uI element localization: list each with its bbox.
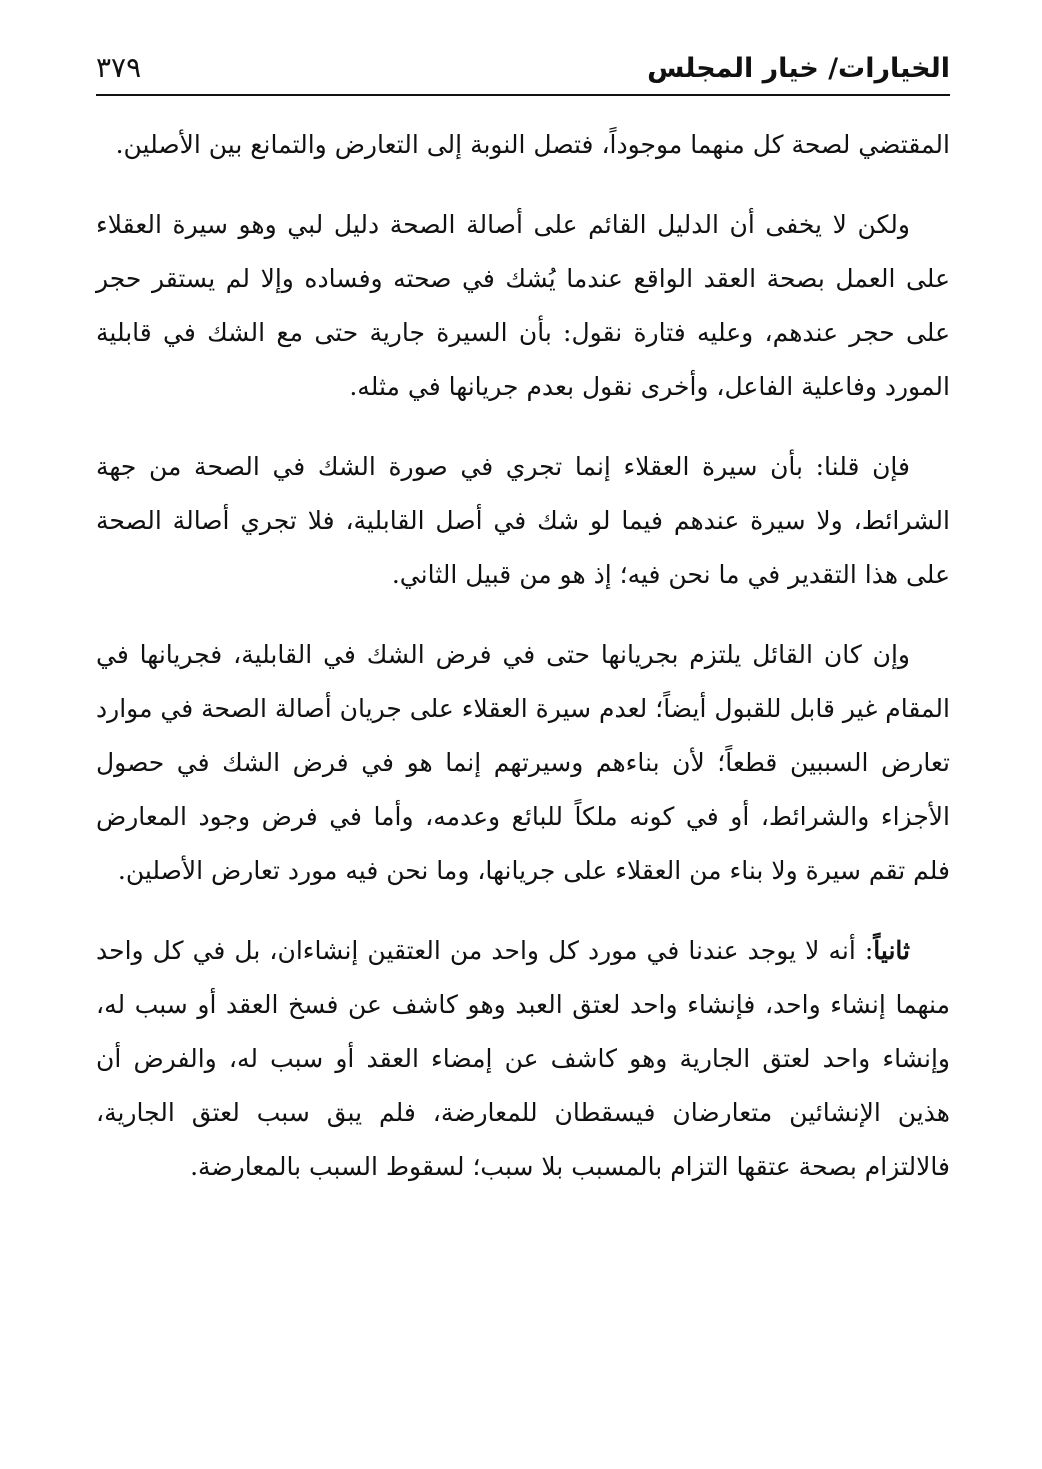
header-title: الخيارات/ خيار المجلس: [647, 53, 950, 84]
paragraph-5: [96, 924, 950, 1194]
running-header: [96, 42, 950, 82]
page-number: ٣٧٩: [96, 51, 142, 84]
paragraph-text: وإن كان القائل يلتزم بجريانها حتى في فرض الشك في القابلية، فجريانها في المقام غير قابل للقبول أيضاً؛ لعدم سيرة العقلاء على جريان أصالة الصحة في موارد تعارض السببين قطعاً؛ لأن بناءهم وسيرتهم إنما هو في فرض الشك في حصول الأجزاء والشرائط، أو في كونه ملكاً للبائع وعدمه، وأما في فرض وجود المعارض فلم تقم سيرة ولا بناء من العقلاء على جريانها، وما نحن فيه مورد تعارض الأصلين.: [96, 640, 950, 885]
paragraph-text: فإن قلنا: بأن سيرة العقلاء إنما تجري في صورة الشك في الصحة من جهة الشرائط، ولا سيرة عندهم فيما لو شك في أصل القابلية، فلا تجري أصالة الصحة على هذا التقدير في ما نحن فيه؛ إذ هو من قبيل الثاني.: [96, 452, 950, 589]
header-divider: [96, 94, 950, 96]
paragraph-4: [96, 628, 950, 898]
paragraph-lead-bold: ثانياً: [873, 936, 910, 965]
paragraph-3: [96, 440, 950, 602]
paragraph-text: : أنه لا يوجد عندنا في مورد كل واحد من العتقين إنشاءان، بل في كل واحد منهما إنشاء واحد، فإنشاء واحد لعتق العبد وهو كاشف عن فسخ العقد أو سبب له، وإنشاء واحد لعتق الجارية وهو كاشف عن إمضاء العقد أو سبب له، والفرض أن هذين الإنشائين متعارضان فيسقطان للمعارضة، فلم يبق سبب لعتق الجارية، فالالتزام بصحة عتقها التزام بالمسبب بلا سبب؛ لسقوط السبب بالمعارضة.: [96, 936, 950, 1181]
paragraph-1: [96, 118, 950, 172]
paragraph-text: المقتضي لصحة كل منهما موجوداً، فتصل النوبة إلى التعارض والتمانع بين الأصلين.: [115, 130, 950, 159]
paragraph-2: [96, 198, 950, 414]
paragraph-text: ولكن لا يخفى أن الدليل القائم على أصالة الصحة دليل لبي وهو سيرة العقلاء على العمل بصحة العقد الواقع عندما يُشك في صحته وفساده وإلا لم يستقر حجر على حجر عندهم، وعليه فتارة نقول: بأن السيرة جارية حتى مع الشك في قابلية المورد وفاعلية الفاعل، وأخرى نقول بعدم جريانها في مثله.: [96, 210, 950, 401]
page-body: [96, 118, 950, 1220]
